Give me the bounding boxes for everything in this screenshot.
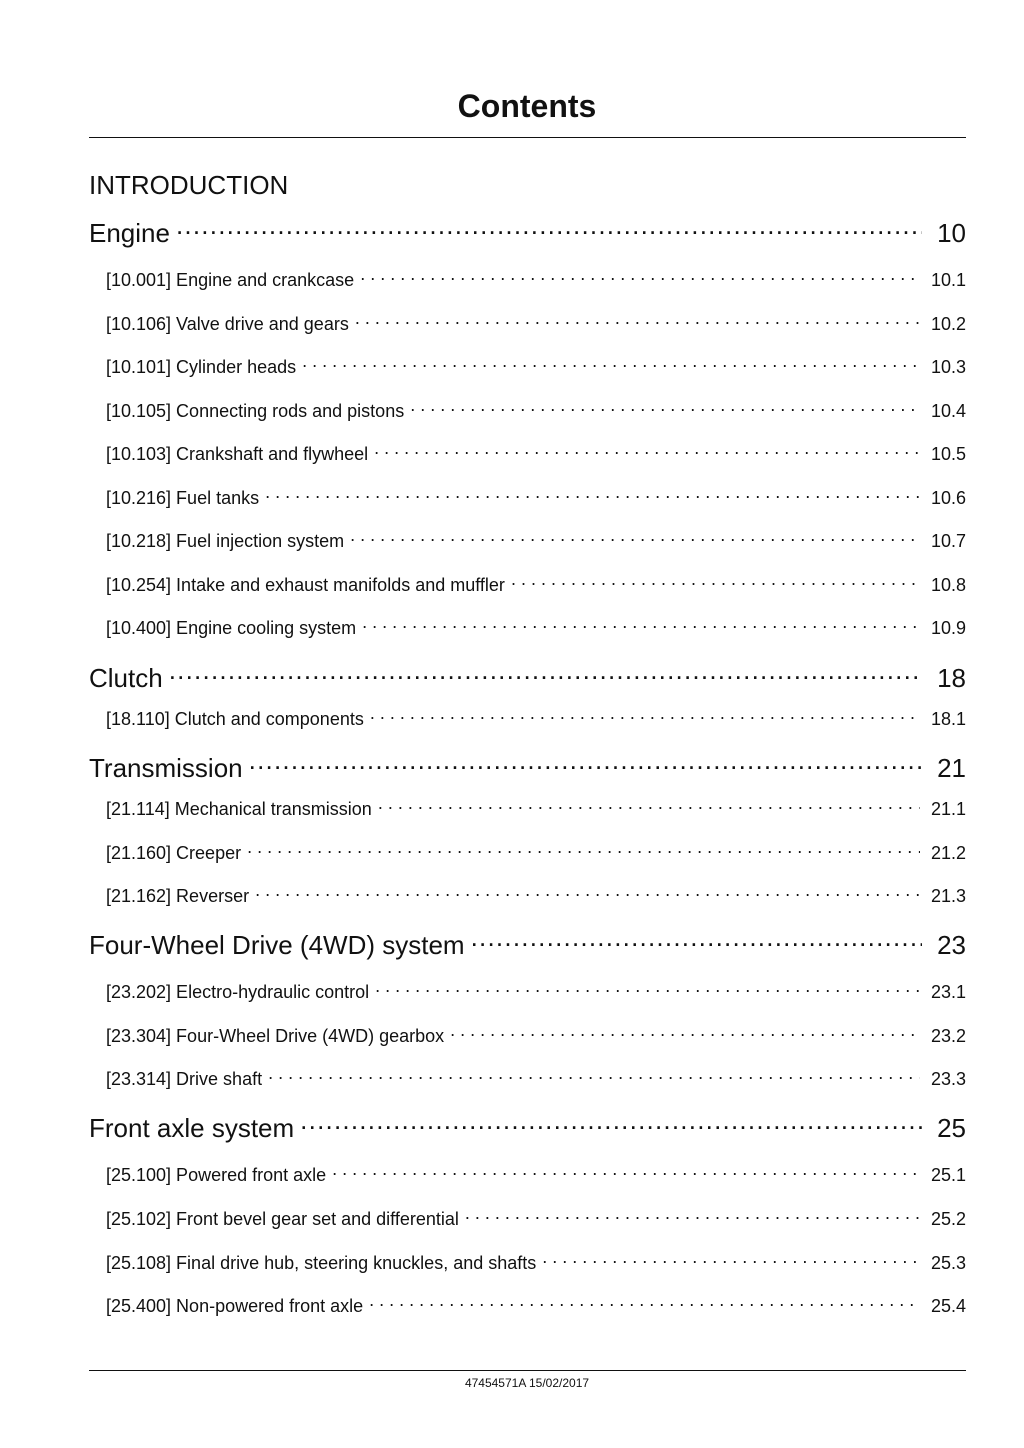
toc-chapter-front-axle-system[interactable] [89,1111,966,1145]
toc-section[interactable] [89,486,966,510]
toc-chapter-clutch[interactable] [89,661,966,695]
toc-section-label: [10.103] Crankshaft and flywheel [106,444,369,464]
toc-section-label: [10.001] Engine and crankcase [106,270,355,290]
dot-leader [249,751,922,777]
dot-leader [255,884,920,902]
toc-page-number: 23.2 [930,1026,966,1046]
toc-section[interactable] [89,980,966,1004]
dot-leader [378,797,920,815]
toc-section[interactable] [89,573,966,597]
toc-page-number: 10.3 [930,357,966,377]
dot-leader [360,268,920,286]
dot-leader [176,216,922,242]
toc-section-label: [21.162] Reverser [106,886,250,906]
toc-section[interactable] [89,1251,966,1275]
dot-leader [265,486,920,504]
toc-page-number: 10.5 [930,444,966,464]
toc-page-number: 23.3 [930,1069,966,1089]
dot-leader [355,312,920,330]
toc-section-label: [23.304] Four-Wheel Drive (4WD) gearbox [106,1026,445,1046]
toc-section-label: [21.114] Mechanical transmission [106,799,372,819]
toc-section[interactable] [89,399,966,423]
toc-section[interactable] [89,529,966,553]
toc-section[interactable] [89,1207,966,1231]
toc-chapter-label: Engine [89,218,170,248]
dot-leader [465,1207,920,1225]
toc-section-label: [10.218] Fuel injection system [106,531,345,551]
toc-page-number: 25.2 [930,1209,966,1229]
dot-leader [511,573,920,591]
dot-leader [374,442,920,460]
toc-section[interactable] [89,797,966,821]
toc-chapter-label: Front axle system [89,1113,295,1143]
toc-section[interactable] [89,268,966,292]
toc-page-number: 10 [937,218,966,248]
toc-section-label: [23.202] Electro-hydraulic control [106,982,370,1002]
toc-page-number: 10.8 [930,575,966,595]
dot-leader [369,1294,920,1312]
toc-chapter-label: Four-Wheel Drive (4WD) system [89,930,465,960]
toc-page-number: 25.4 [930,1296,966,1316]
toc-chapter-four-wheel-drive[interactable] [89,928,966,962]
toc-page-number: 10.6 [930,488,966,508]
toc-section-label: [25.100] Powered front axle [106,1165,327,1185]
toc-page-number: 23.1 [930,982,966,1002]
toc-chapter-transmission[interactable] [89,751,966,785]
toc-section-label: [21.160] Creeper [106,843,242,863]
toc-section-label: [25.400] Non-powered front axle [106,1296,364,1316]
dot-leader [542,1251,920,1269]
toc-page-number: 10.9 [930,618,966,638]
toc-section-label: [25.102] Front bevel gear set and differential [106,1209,459,1229]
toc-section-label: [10.216] Fuel tanks [106,488,260,508]
dot-leader [450,1024,920,1042]
dot-leader [370,707,920,725]
dot-leader [362,616,920,634]
toc-section-label: [23.314] Drive shaft [106,1069,263,1089]
introduction-heading: INTRODUCTION [89,170,289,200]
toc-chapter-label: Clutch [89,663,163,693]
toc-section-label: [10.400] Engine cooling system [106,618,357,638]
dot-leader [375,980,920,998]
dot-leader [247,841,920,859]
dot-leader [332,1163,920,1181]
toc-section[interactable] [89,312,966,336]
toc-page-number: 10.7 [930,531,966,551]
toc-section-label: [25.108] Final drive hub, steering knuckles, and shafts [106,1253,537,1273]
dot-leader [268,1067,920,1085]
toc-page-number: 21.3 [930,886,966,906]
title-divider [89,137,966,138]
toc-section[interactable] [89,616,966,640]
toc-section-label: [18.110] Clutch and components [106,709,364,729]
dot-leader [169,661,922,687]
footer-divider [89,1370,966,1371]
dot-leader [350,529,920,547]
toc-section[interactable] [89,1163,966,1187]
toc-page-number: 23 [937,930,966,960]
toc-section[interactable] [89,1024,966,1048]
toc-section[interactable] [89,707,966,731]
toc-section[interactable] [89,884,966,908]
toc-page-number: 21 [937,753,966,783]
dot-leader [471,928,922,954]
toc-section[interactable] [89,355,966,379]
page-title: Contents [457,88,597,124]
toc-page-number: 21.1 [930,799,966,819]
toc-page-number: 25 [937,1113,966,1143]
toc-page-number: 25.3 [930,1253,966,1273]
toc-page-number: 10.4 [930,401,966,421]
toc-section[interactable] [89,1067,966,1091]
toc-section[interactable] [89,1294,966,1318]
dot-leader [300,1111,922,1137]
toc-page-number: 25.1 [930,1165,966,1185]
toc-page-number: 10.2 [930,314,966,334]
toc-section-label: [10.101] Cylinder heads [106,357,297,377]
toc-page-number: 10.1 [930,270,966,290]
toc-section[interactable] [89,442,966,466]
toc-section-label: [10.106] Valve drive and gears [106,314,349,334]
toc-section-label: [10.254] Intake and exhaust manifolds and muffler [106,575,505,595]
toc-chapter-engine[interactable] [89,216,966,250]
toc-section-label: [10.105] Connecting rods and pistons [106,401,405,421]
footer-document-id: 47454571A 15/02/2017 [464,1376,590,1390]
toc-section[interactable] [89,841,966,865]
toc-chapter-label: Transmission [89,753,243,783]
toc-page-number: 18 [937,663,966,693]
dot-leader [410,399,920,417]
toc-page-number: 21.2 [930,843,966,863]
dot-leader [302,355,920,373]
toc-page-number: 18.1 [930,709,966,729]
